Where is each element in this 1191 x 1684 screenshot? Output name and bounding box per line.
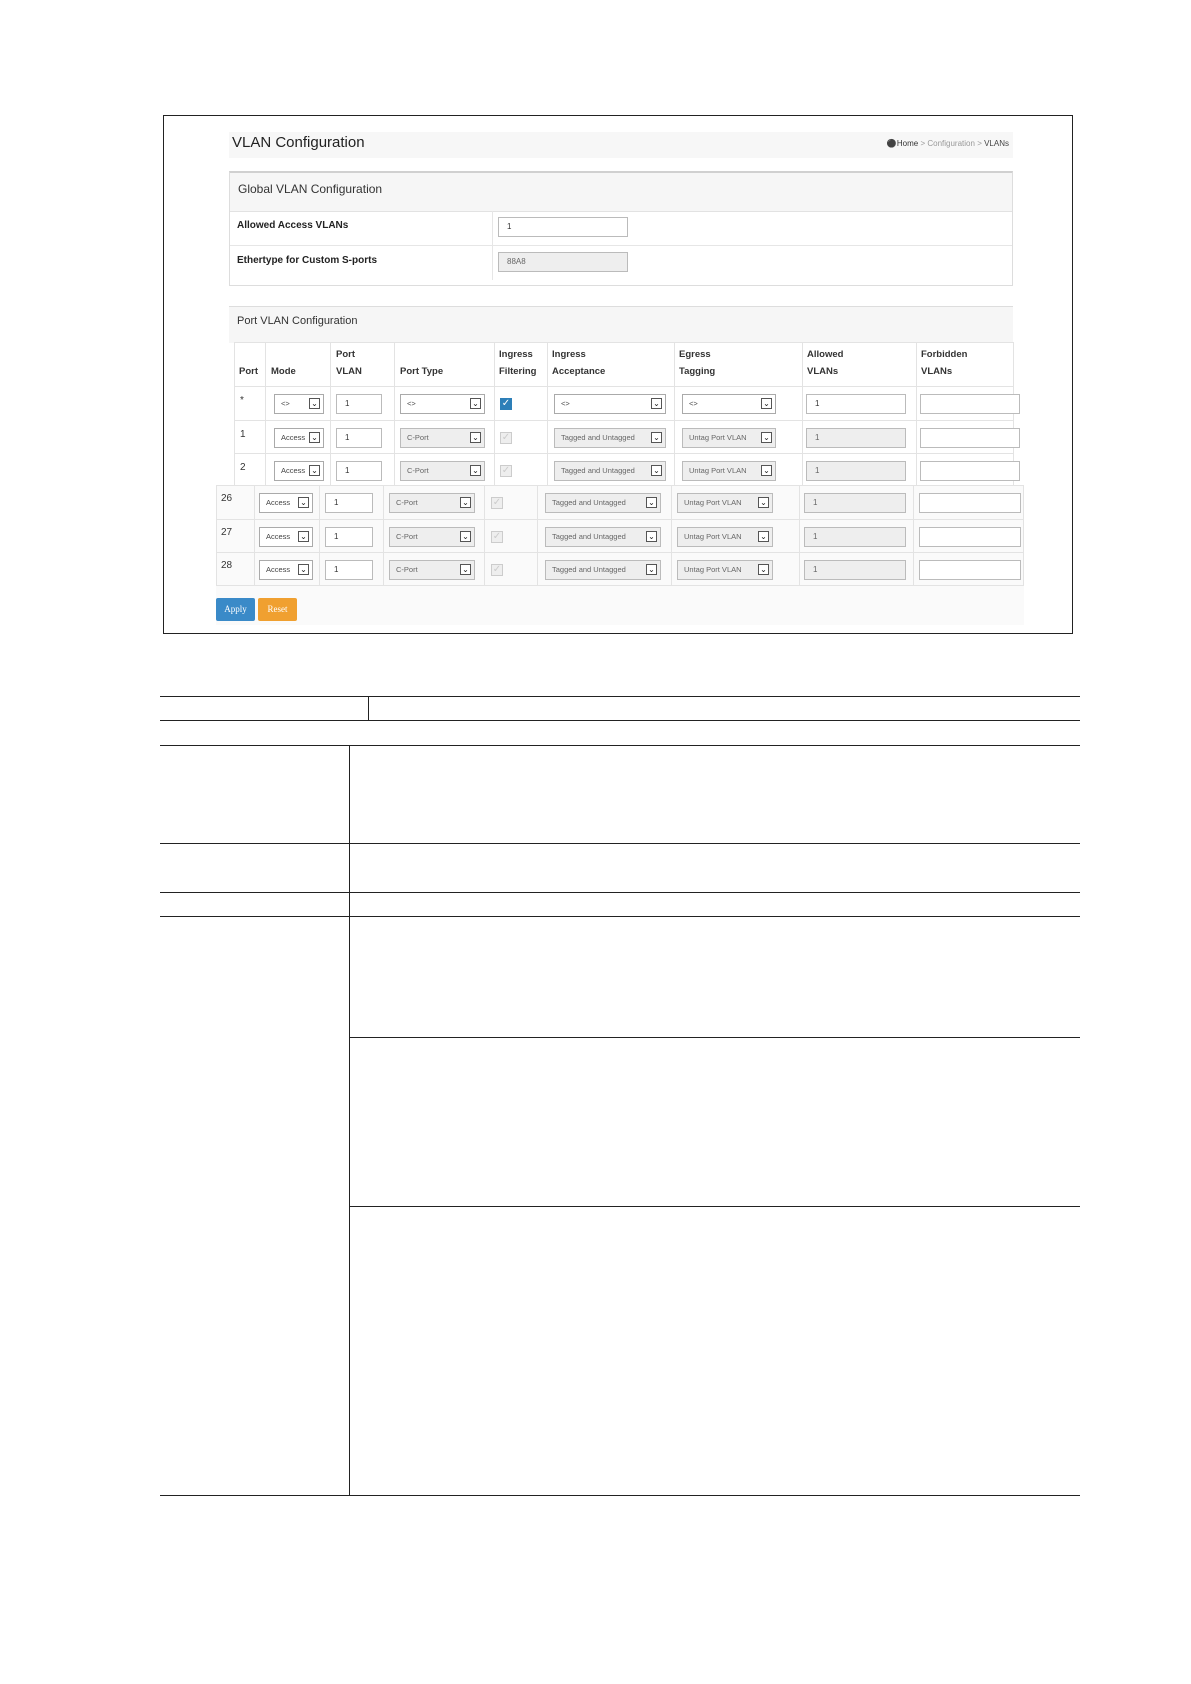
breadcrumb-configuration[interactable]: Configuration xyxy=(927,139,975,148)
port-type-select[interactable]: C-Port ⌄ xyxy=(389,560,475,580)
global-vlan-panel xyxy=(229,171,1013,286)
allowed-vlans-input[interactable]: 1 xyxy=(806,461,906,481)
breadcrumb xyxy=(887,139,1009,148)
chevron-down-icon: ⌄ xyxy=(470,398,481,409)
chevron-down-icon: ⌄ xyxy=(646,497,657,508)
checkmark-icon: ✓ xyxy=(501,398,511,409)
ingress-filtering-checkbox[interactable] xyxy=(491,564,503,576)
home-icon[interactable]: ⚫ xyxy=(886,139,897,148)
port-cell: 1 xyxy=(240,429,246,440)
global-vlan-panel-header xyxy=(230,173,1012,212)
port-cell: 26 xyxy=(221,493,233,504)
header-ingress-acceptance-1: Ingress xyxy=(552,349,586,360)
chevron-down-icon: ⌄ xyxy=(309,432,320,443)
chevron-down-icon: ⌄ xyxy=(460,564,471,575)
chevron-down-icon: ⌄ xyxy=(761,465,772,476)
chevron-down-icon: ⌄ xyxy=(470,465,481,476)
port-type-select[interactable]: <> ⌄ xyxy=(400,394,485,414)
header-ingress-filtering-1: Ingress xyxy=(499,349,533,360)
mode-select[interactable]: Access ⌄ xyxy=(259,560,313,580)
header-ingress-filtering-2: Filtering xyxy=(499,366,537,377)
chevron-down-icon: ⌄ xyxy=(646,564,657,575)
forbidden-vlans-input[interactable] xyxy=(920,428,1020,448)
header-forbidden-vlans-2: VLANs xyxy=(921,366,953,377)
egress-tagging-select[interactable]: Untag Port VLAN ⌄ xyxy=(682,428,776,448)
chevron-down-icon: ⌄ xyxy=(758,497,769,508)
ingress-filtering-checkbox[interactable] xyxy=(500,432,512,444)
allowed-vlans-input[interactable]: 1 xyxy=(498,217,628,237)
chevron-down-icon: ⌄ xyxy=(761,432,772,443)
port-vlan-title: Port VLAN Configuration xyxy=(237,315,358,327)
header-egress-tagging-2: Tagging xyxy=(679,366,716,377)
breadcrumb-separator: > xyxy=(977,139,982,148)
allowed-vlans-row xyxy=(230,211,1012,246)
chevron-down-icon: ⌄ xyxy=(298,497,309,508)
ingress-acceptance-select[interactable]: Tagged and Untagged ⌄ xyxy=(545,560,661,580)
screenshot-frame-port-vlan-bottom xyxy=(163,485,1073,634)
ethertype-input[interactable]: 88A8 xyxy=(498,252,628,272)
ingress-acceptance-select[interactable]: Tagged and Untagged ⌄ xyxy=(554,461,666,481)
chevron-down-icon: ⌄ xyxy=(460,531,471,542)
header-allowed-vlans-1: Allowed xyxy=(807,349,844,360)
forbidden-vlans-input[interactable] xyxy=(919,560,1021,580)
chevron-down-icon: ⌄ xyxy=(646,531,657,542)
header-port-vlan-2: VLAN xyxy=(336,366,362,377)
port-vlan-input[interactable]: 1 xyxy=(325,527,373,547)
header-port-type: Port Type xyxy=(400,366,444,377)
chevron-down-icon: ⌄ xyxy=(758,531,769,542)
ethertype-row xyxy=(230,246,1012,280)
chevron-down-icon: ⌄ xyxy=(460,497,471,508)
global-vlan-title: Global VLAN Configuration xyxy=(238,182,383,196)
breadcrumb-current: VLANs xyxy=(984,139,1009,148)
mode-select[interactable]: Access ⌄ xyxy=(274,428,324,448)
ingress-acceptance-select[interactable]: Tagged and Untagged ⌄ xyxy=(554,428,666,448)
port-vlan-input[interactable]: 1 xyxy=(336,428,382,448)
port-cell: 28 xyxy=(221,560,233,571)
ingress-filtering-checkbox[interactable] xyxy=(500,398,512,410)
allowed-vlans-label: Allowed Access VLANs xyxy=(237,220,349,231)
egress-tagging-select[interactable]: Untag Port VLAN ⌄ xyxy=(677,560,773,580)
egress-tagging-select[interactable]: <> ⌄ xyxy=(682,394,776,414)
screenshot-frame-global xyxy=(163,115,1073,301)
header-port-vlan-1: Port xyxy=(336,349,355,360)
chevron-down-icon: ⌄ xyxy=(309,465,320,476)
ingress-acceptance-select[interactable]: Tagged and Untagged ⌄ xyxy=(545,527,661,547)
port-cell: * xyxy=(240,395,244,406)
chevron-down-icon: ⌄ xyxy=(651,398,662,409)
ingress-acceptance-select[interactable]: <> ⌄ xyxy=(554,394,666,414)
port-type-select[interactable]: C-Port ⌄ xyxy=(400,428,485,448)
chevron-down-icon: ⌄ xyxy=(309,398,320,409)
header-ingress-acceptance-2: Acceptance xyxy=(552,366,606,377)
apply-button[interactable]: Apply xyxy=(216,598,255,621)
chevron-down-icon: ⌄ xyxy=(651,432,662,443)
ingress-filtering-checkbox[interactable] xyxy=(500,465,512,477)
screenshot-frame-port-vlan xyxy=(163,300,1073,486)
mode-select[interactable]: Access ⌄ xyxy=(259,527,313,547)
allowed-vlans-input[interactable]: 1 xyxy=(806,428,906,448)
port-vlan-input[interactable]: 1 xyxy=(336,394,382,414)
checkmark-icon: ✓ xyxy=(492,497,502,508)
ingress-acceptance-select[interactable]: Tagged and Untagged ⌄ xyxy=(545,493,661,513)
chevron-down-icon: ⌄ xyxy=(298,564,309,575)
forbidden-vlans-input[interactable] xyxy=(919,493,1021,513)
checkmark-icon: ✓ xyxy=(501,432,511,443)
mode-select[interactable]: Access ⌄ xyxy=(274,461,324,481)
port-vlan-input[interactable]: 1 xyxy=(325,493,373,513)
egress-tagging-select[interactable]: Untag Port VLAN ⌄ xyxy=(682,461,776,481)
header-allowed-vlans-2: VLANs xyxy=(807,366,839,377)
port-type-select[interactable]: C-Port ⌄ xyxy=(389,493,475,513)
chevron-down-icon: ⌄ xyxy=(651,465,662,476)
header-forbidden-vlans-1: Forbidden xyxy=(921,349,968,360)
port-type-select[interactable]: C-Port ⌄ xyxy=(389,527,475,547)
breadcrumb-separator: > xyxy=(920,139,926,148)
allowed-vlans-input[interactable]: 1 xyxy=(806,394,906,414)
page-header xyxy=(229,132,1013,158)
mode-select[interactable]: <> ⌄ xyxy=(274,394,324,414)
port-vlan-input[interactable]: 1 xyxy=(336,461,382,481)
forbidden-vlans-input[interactable] xyxy=(920,394,1020,414)
ethertype-label: Ethertype for Custom S-ports xyxy=(237,255,378,266)
header-mode: Mode xyxy=(271,366,296,377)
allowed-vlans-input[interactable]: 1 xyxy=(804,527,906,547)
allowed-vlans-input[interactable]: 1 xyxy=(804,493,906,513)
chevron-down-icon: ⌄ xyxy=(470,432,481,443)
reset-button[interactable]: Reset xyxy=(258,598,297,621)
page-title: VLAN Configuration xyxy=(232,134,365,151)
port-vlan-input[interactable]: 1 xyxy=(325,560,373,580)
breadcrumb-home[interactable]: Home xyxy=(896,139,919,148)
port-cell: 27 xyxy=(221,527,233,538)
chevron-down-icon: ⌄ xyxy=(298,531,309,542)
forbidden-vlans-input[interactable] xyxy=(919,527,1021,547)
checkmark-icon: ✓ xyxy=(492,531,502,542)
egress-tagging-select[interactable]: Untag Port VLAN ⌄ xyxy=(677,493,773,513)
chevron-down-icon: ⌄ xyxy=(761,398,772,409)
mode-select[interactable]: Access ⌄ xyxy=(259,493,313,513)
header-port: Port xyxy=(239,366,258,377)
chevron-down-icon: ⌄ xyxy=(758,564,769,575)
ingress-filtering-checkbox[interactable] xyxy=(491,531,503,543)
port-cell: 2 xyxy=(240,462,246,473)
port-type-select[interactable]: C-Port ⌄ xyxy=(400,461,485,481)
egress-tagging-select[interactable]: Untag Port VLAN ⌄ xyxy=(677,527,773,547)
forbidden-vlans-input[interactable] xyxy=(920,461,1020,481)
header-egress-tagging-1: Egress xyxy=(679,349,711,360)
checkmark-icon: ✓ xyxy=(501,465,511,476)
checkmark-icon: ✓ xyxy=(492,564,502,575)
allowed-vlans-input[interactable]: 1 xyxy=(804,560,906,580)
ingress-filtering-checkbox[interactable] xyxy=(491,497,503,509)
